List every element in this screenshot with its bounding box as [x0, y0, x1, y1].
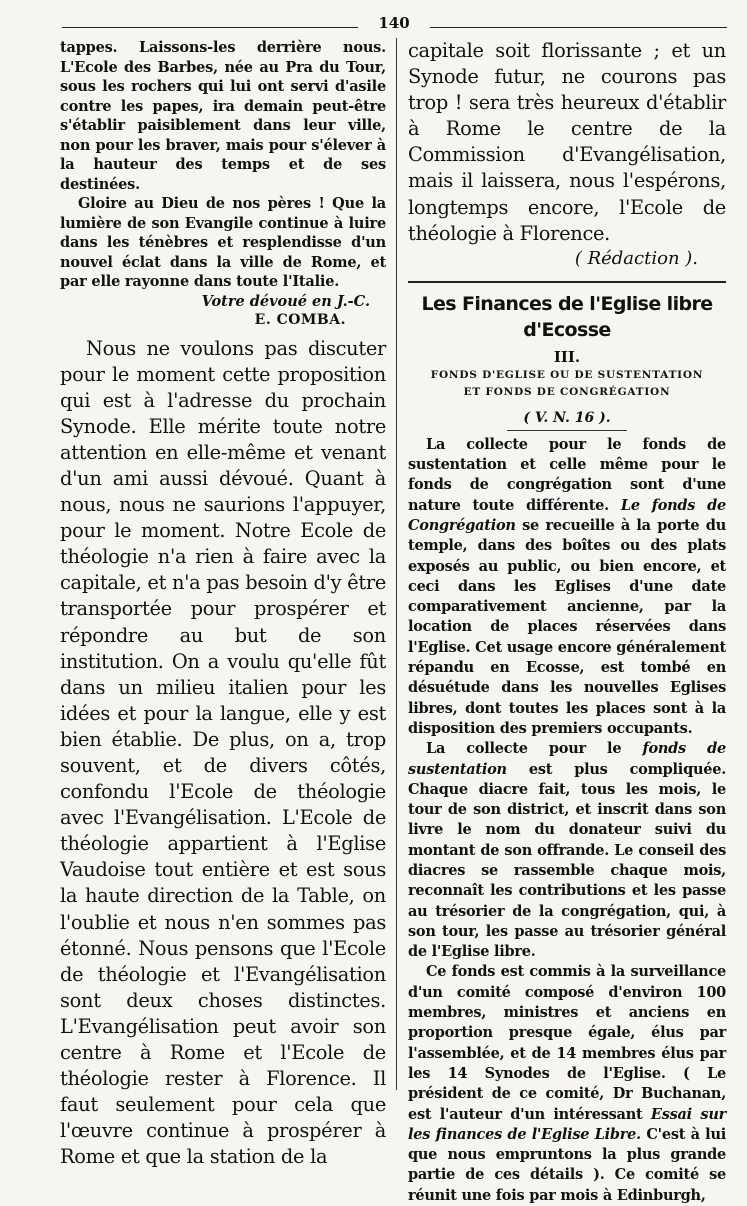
letter-paragraph-1: tappes. Laissons-les derrière nous. L'Ecole des Barbes, née au Pra du Tour, sous les rochers qui lui ont servi d'asile contre les papes, ira demain peut-être s'établir paisiblement dans leur ville, non pour les braver, mais pour s'élever à la hauteur des temps et de ses destinées.	[60, 39, 386, 193]
section-rule	[408, 281, 726, 283]
letter-paragraph-2: Gloire au Dieu de nos pères ! Que la lumière de son Evangile continue à luire dans les ténèbres et resplendisse d'un nouvel éclat dans la ville de Rome, et par elle rayonne dans toute l'Italie.	[60, 195, 386, 290]
signature-line: Votre dévoué en J.-C.	[201, 292, 370, 310]
article-subtitle-1: FONDS D'EGLISE OU DE SUSTENTATION	[430, 368, 704, 381]
reference-rule	[507, 430, 627, 431]
article-reference: ( V. N. 16 ).	[523, 409, 611, 426]
column-divider	[396, 38, 397, 1090]
article-paragraph-2: La collecte pour le fonds de sustentation est plus compliquée. Chaque diacre fait, tous les mois, le tour de son district, et inscrit dans son livre le nom du donateur suivi du montant de son offrande. Le conseil des diacres se rassemble chaque mois, reconnaît les contributions et les passe au trésorier de la congrégation, qui, à son tour, les passe au trésorier général de l'Eglise libre.	[408, 740, 726, 961]
editorial-continuation: capitale soit florissante ; et un Synode futur, ne courons pas trop ! sera très heureux d'établir à Rome le centre de la Commission d'Evangélisation, mais il laissera, nous l'espérons, longtemps encore, l'Ecole de théologie à Florence.	[408, 39, 726, 245]
article-subtitle-2: ET FONDS DE CONGRÉGATION	[463, 385, 671, 398]
signature-name: E. COMBA.	[254, 311, 346, 328]
article-title: Les Finances de l'Eglise libre d'Ecosse	[421, 292, 713, 341]
left-column	[60, 38, 386, 1171]
header-rule-right	[430, 27, 727, 28]
right-column	[408, 38, 726, 1206]
header-rule-left	[62, 27, 358, 28]
page-number: 140	[378, 14, 410, 32]
article-paragraph-3: Ce fonds est commis à la surveillance d'un comité composé d'environ 100 membres, ministres et anciens en proportion presque égale, élus par l'assemblée, et de 14 membres élus par les 14 Synodes de l'Eglise. ( Le président de ce comité, Dr Buchanan, est l'auteur d'un intéressant Essai sur les finances de l'Eglise Libre. C'est à lui que nous empruntons la plus grande partie de ces détails ). Ce comité se réunit une fois par mois à Edinburgh,	[408, 963, 726, 1204]
editorial-paragraph: Nous ne voulons pas discuter pour le moment cette proposition qui est à l'adresse du prochain Synode. Elle mérite toute notre attention en elle-même et venant d'un ami aussi dévoué. Quant à nous, nous ne saurions l'appuyer, pour le moment. Notre Ecole de théologie n'a rien à faire avec la capitale, et n'a pas besoin d'y être transportée pour prospérer et répondre au but de son institution. On a voulu qu'elle fût dans un milieu italien pour les idées et pour la langue, elle y est bien établie. De plus, on a, trop souvent, et de divers côtés, confondu l'Ecole de théologie avec l'Evangélisation. L'Ecole de théologie appartient à l'Eglise Vaudoise tout entière et est sous la haute direction de la Table, on l'oublie et nous n'en sommes pas étonné. Nous pensons que l'Ecole de théologie et l'Evangélisation sont deux choses distinctes. L'Evangélisation peut avoir son centre à Rome et l'Ecole de théologie rester à Florence. Il faut seulement pour cela que l'œuvre continue à prospérer à Rome et que la station de la	[60, 336, 386, 1169]
redaction-signature: ( Rédaction ).	[574, 247, 698, 269]
article-part: III.	[553, 347, 581, 366]
article-paragraph-1: La collecte pour le fonds de sustentation et celle même pour le fonds de congrégation sont d'une nature toute différente. Le fonds de Congrégation se recueille à la porte du temple, dans des boîtes ou des plats exposés au public, ou bien encore, et ceci dans les Eglises d'une date comparativement ancienne, par la location de places réservées dans l'Eglise. Cet usage encore généralement répandu en Ecosse, est tombé en désuétude dans les nouvelles Eglises libres, dont toutes les places sont à la disposition des premiers occupants.	[408, 435, 727, 737]
page-header	[62, 14, 727, 36]
